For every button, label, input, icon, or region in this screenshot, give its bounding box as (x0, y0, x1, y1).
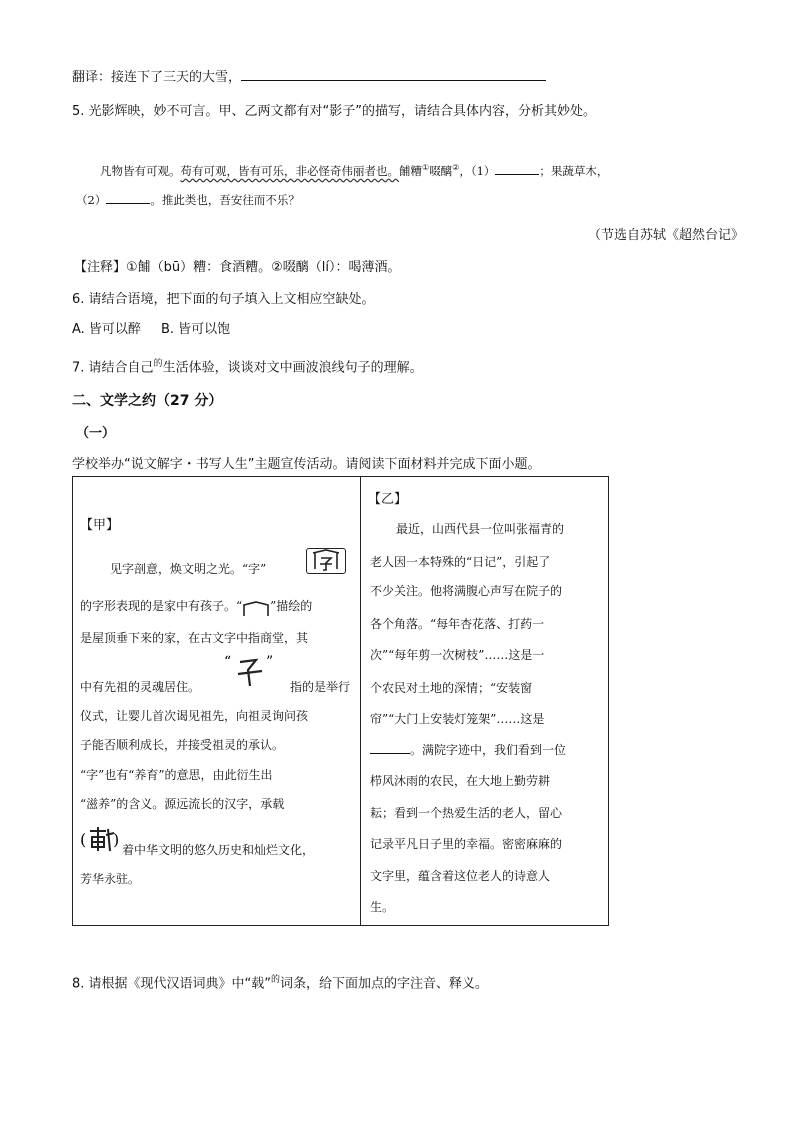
section-intro: 学校举办“说文解字・书写人生”主题宣传活动。请阅读下面材料并完成下面小题。 (72, 457, 541, 472)
svg-text:(: ( (80, 830, 87, 849)
yi-label: 【乙】 (368, 492, 408, 507)
yi-blank[interactable] (370, 752, 410, 754)
jia-line: 仪式，让婴儿首次谒见祖先，向祖灵询问孩 (80, 709, 309, 723)
jia-line: 芳华永驻。 (80, 872, 141, 886)
passage-text: 。推此类也，吾安往而不乐？ (150, 193, 300, 207)
yi-line: 最近，山西代县一位叫张福青的 (396, 522, 565, 536)
ancient-character-zai-glyph (80, 823, 120, 855)
jia-line: 子能否顺利成长，并接受祖灵的承认。 (80, 738, 285, 752)
yi-line: 老人因一本特殊的“日记”，引起了 (370, 555, 551, 569)
blank-1-label: ，（1） (459, 164, 496, 178)
yi-line (370, 736, 566, 765)
yi-line: 帘”“大门上安装灯笼架”……这是 (370, 712, 545, 726)
blank-1[interactable] (495, 173, 539, 175)
jia-line-text: ”描绘的 (270, 599, 313, 613)
svg-text:”: ” (266, 654, 274, 670)
jia-line: 着中华文明的悠久历史和灿烂文化， (122, 843, 315, 857)
question-6: 6. 请结合语境，把下面的句子填入上文相应空缺处。 (72, 292, 375, 307)
yi-line: 生。 (370, 900, 395, 914)
question-8 (72, 972, 488, 991)
yi-line: 个农民对土地的深情；“安装窗 (370, 681, 533, 695)
passage-text: 餔糟 (399, 164, 422, 178)
question-8-small: 的 (271, 975, 281, 985)
section-title: 二、文学之约（27 分） (72, 393, 223, 409)
passage-line-1 (100, 163, 608, 179)
ancient-character-zi-glyph (306, 548, 346, 574)
roof-glyph (242, 599, 270, 615)
jia-line: 见字剖意，焕文明之光。“字” (110, 562, 267, 576)
option-b[interactable]: B. 皆可以饱 (160, 322, 231, 337)
question-8-text: 8. 请根据《现代汉语词典》中“载” (72, 976, 272, 992)
blank-2-label: （2） (76, 193, 107, 207)
yi-line: 文字里，蕴含着这位老人的诗意人 (370, 869, 551, 883)
note-mark-1: ① (422, 163, 430, 173)
jia-line: “滋养”的含义。源远流长的汉字，承载 (80, 797, 285, 811)
passage-text: 凡物皆有可观。 (100, 164, 181, 178)
wavy-underlined-sentence: 苟有可观，皆有可乐，非必怪奇伟丽者也。 (180, 164, 399, 178)
svg-text:): ) (113, 830, 120, 849)
question-6-options (72, 318, 230, 337)
yi-line: 记录平凡日子里的幸福。密密麻麻的 (370, 837, 563, 851)
jia-line (80, 673, 200, 702)
blank-2[interactable] (106, 202, 150, 204)
table-divider (360, 476, 361, 925)
section-sub: （一） (76, 426, 116, 441)
yi-line: 耘；看到一个热爱生活的老人，留心 (370, 806, 563, 820)
passage-text: ；果蔬草木， (539, 164, 609, 178)
notes: 【注释】①餔（bū）糟：食酒糟。②啜醨（lí）：喝薄酒。 (74, 260, 401, 275)
question-7 (72, 356, 423, 375)
question-7-text: 生活体验，谈谈对文中画波浪线句子的理解。 (162, 360, 423, 376)
question-5: 5. 光影辉映，妙不可言。甲、乙两文都有对“影子”的描写，请结合具体内容，分析其妙处。 (72, 104, 597, 119)
jia-line: “字”也有“养育”的意思，由此衍生出 (80, 768, 273, 782)
jia-line: 是屋顶垂下来的家，在古文字中指商堂，其 (80, 631, 309, 645)
question-7-text: 7. 请结合自己 (72, 360, 154, 376)
translate-label: 翻译：接连下了三天的大雪， (72, 70, 242, 85)
yi-line: 各个角落。“每年杏花落、打药一 (370, 617, 545, 631)
translate-line (72, 66, 546, 85)
passage-text: 啜醨 (429, 164, 453, 178)
option-a[interactable]: A. 皆可以醉 (72, 322, 141, 337)
svg-text:“: “ (224, 654, 232, 670)
yi-line: 栉风沐雨的农民，在大地上勤劳耕 (370, 774, 551, 788)
passage-line-2 (76, 192, 300, 208)
jia-label: 【甲】 (80, 518, 120, 533)
jia-line (80, 592, 312, 621)
child-glyph (222, 652, 282, 690)
jia-line-tail: 指的是举行 (290, 680, 351, 694)
question-8-text: 词条，给下面加点的字注音、释义。 (280, 976, 489, 992)
yi-line: 次”“每年剪一次树枝”……这是一 (370, 648, 545, 662)
yi-line-text: 。满院字迹中，我们看到一位 (410, 743, 567, 757)
yi-line: 不少关注。他将满腹心声写在院子的 (370, 584, 563, 598)
question-7-small: 的 (153, 359, 163, 369)
jia-line-text: 中有先祖的灵魂居住。 (80, 680, 201, 694)
note-mark-2: ② (452, 163, 460, 173)
passage-source: （节选自苏轼《超然台记》 (587, 228, 744, 243)
translate-blank[interactable] (241, 79, 546, 81)
jia-line-text: 的字形表现的是家中有孩子。“ (80, 599, 243, 613)
